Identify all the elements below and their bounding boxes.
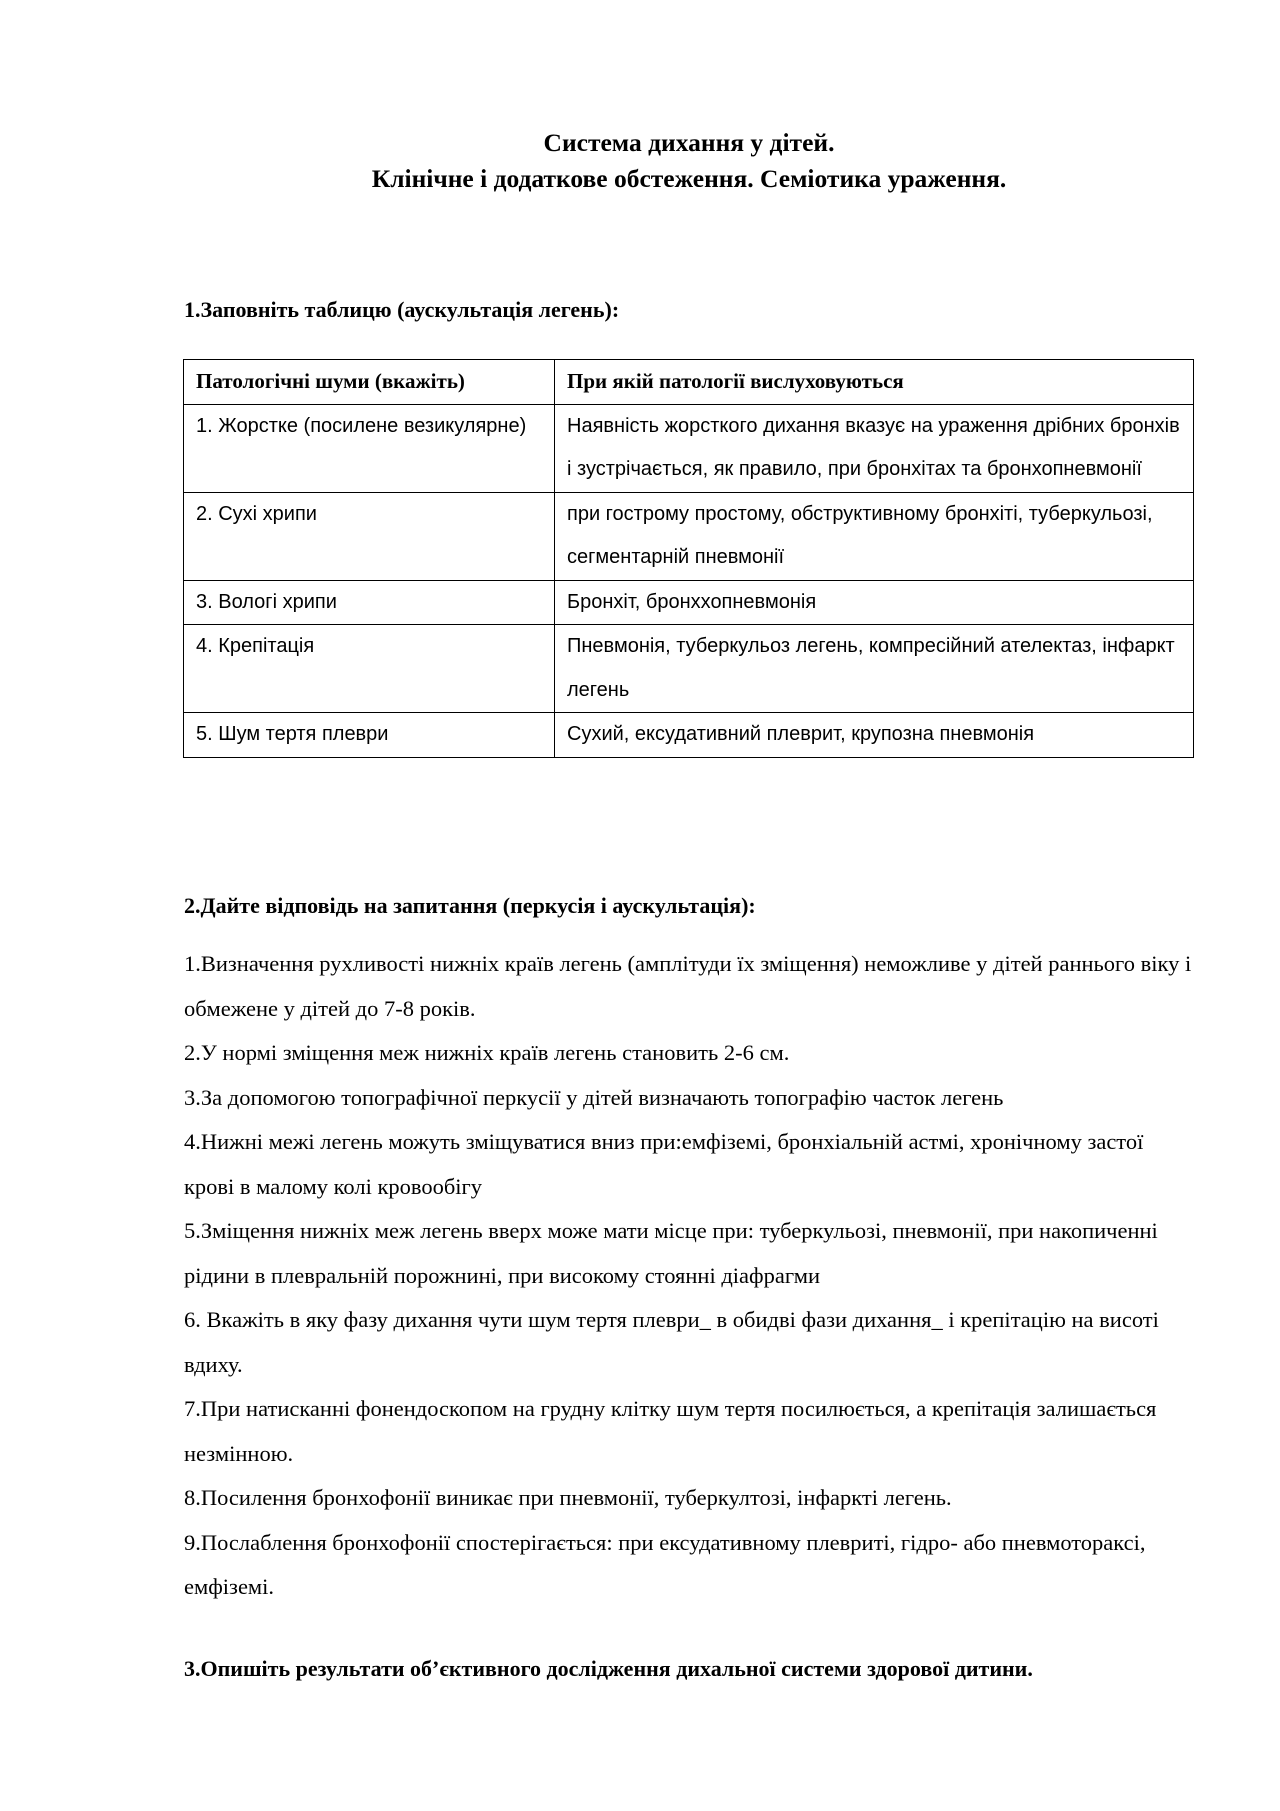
table-row — [184, 580, 1194, 625]
answer-item: 2.У нормі зміщення меж нижніх країв легень становить 2-6 см. — [184, 1040, 790, 1065]
answer-item: 9.Послаблення бронхофонії спостерігається: при ексудативному плевриті, гідро- або пневмотораксі, емфіземі. — [184, 1529, 1146, 1599]
table-row — [184, 404, 1194, 492]
section-2-heading: 2.Дайте відповідь на запитання (перкусія і аускультація): — [184, 893, 756, 918]
pathology-cell: Пневмонія, туберкульоз легень, компресійний ателектаз, інфаркт легень — [555, 625, 1194, 713]
pathology-cell: Бронхіт, бронххопневмонія — [555, 580, 1194, 625]
section-3-heading: 3.Опишіть результати об’єктивного дослідження дихальної системи здорової дитини. — [184, 1656, 1033, 1681]
pathology-cell: при гострому простому, обструктивному бронхіті, туберкульозі, сегментарній пневмонії — [555, 492, 1194, 580]
answer-item: 8.Посилення бронхофонії виникає при пневмонії, туберкултозі, інфаркті легень. — [184, 1485, 952, 1510]
noise-cell: 5. Шум тертя плеври — [184, 713, 555, 758]
section-1-heading: 1.Заповніть таблицю (аускультація легень): — [184, 297, 620, 322]
answer-item: 4.Нижні межі легень можуть зміщуватися вниз при:емфіземі, бронхіальній астмі, хронічному застої крові в малому колі кровообігу — [184, 1129, 1144, 1199]
pathology-cell: Сухий, ексудативний плеврит, крупозна пневмонія — [555, 713, 1194, 758]
table-header-noise: Патологічні шуми (вкажіть) — [184, 360, 555, 405]
title-line-2: Клінічне і додаткове обстеження. Семіотика ураження. — [371, 164, 1007, 193]
answer-item: 7.При натисканні фонендоскопом на грудну клітку шум тертя посилюється, а крепітація залишається незмінною. — [184, 1396, 1157, 1466]
table-header-pathology: При якій патології вислуховуються — [555, 360, 1194, 405]
table-row — [184, 713, 1194, 758]
answers-list — [184, 942, 1194, 1610]
noise-cell: 1. Жорстке (посилене везикулярне) — [184, 404, 555, 492]
answer-item: 6. Вкажіть в яку фазу дихання чути шум тертя плеври_ в обидві фази дихання_ і крепітацію на висоті вдиху. — [184, 1307, 1159, 1377]
noise-cell: 4. Крепітація — [184, 625, 555, 713]
pathology-cell: Наявність жорсткого дихання вказує на ураження дрібних бронхів і зустрічається, як правило, при бронхітах та бронхопневмонії — [555, 404, 1194, 492]
document-title — [0, 125, 1280, 197]
title-line-1: Система дихання у дітей. — [543, 128, 835, 157]
table-header-row — [184, 360, 1194, 405]
answer-item: 5.Зміщення нижніх меж легень вверх може мати місце при: туберкульозі, пневмонії, при накопиченні рідини в плевральній порожнині, при високому стоянні діафрагми — [184, 1218, 1158, 1288]
table-row — [184, 625, 1194, 713]
noise-cell: 3. Вологі хрипи — [184, 580, 555, 625]
auscultation-table — [183, 359, 1194, 758]
noise-cell: 2. Сухі хрипи — [184, 492, 555, 580]
answer-item: 3.За допомогою топографічної перкусії у дітей визначають топографію часток легень — [184, 1084, 1004, 1110]
answer-item: 1.Визначення рухливості нижніх країв легень (амплітуди їх зміщення) неможливе у дітей раннього віку і обмежене у дітей до 7-8 років. — [184, 951, 1192, 1021]
table-row — [184, 492, 1194, 580]
